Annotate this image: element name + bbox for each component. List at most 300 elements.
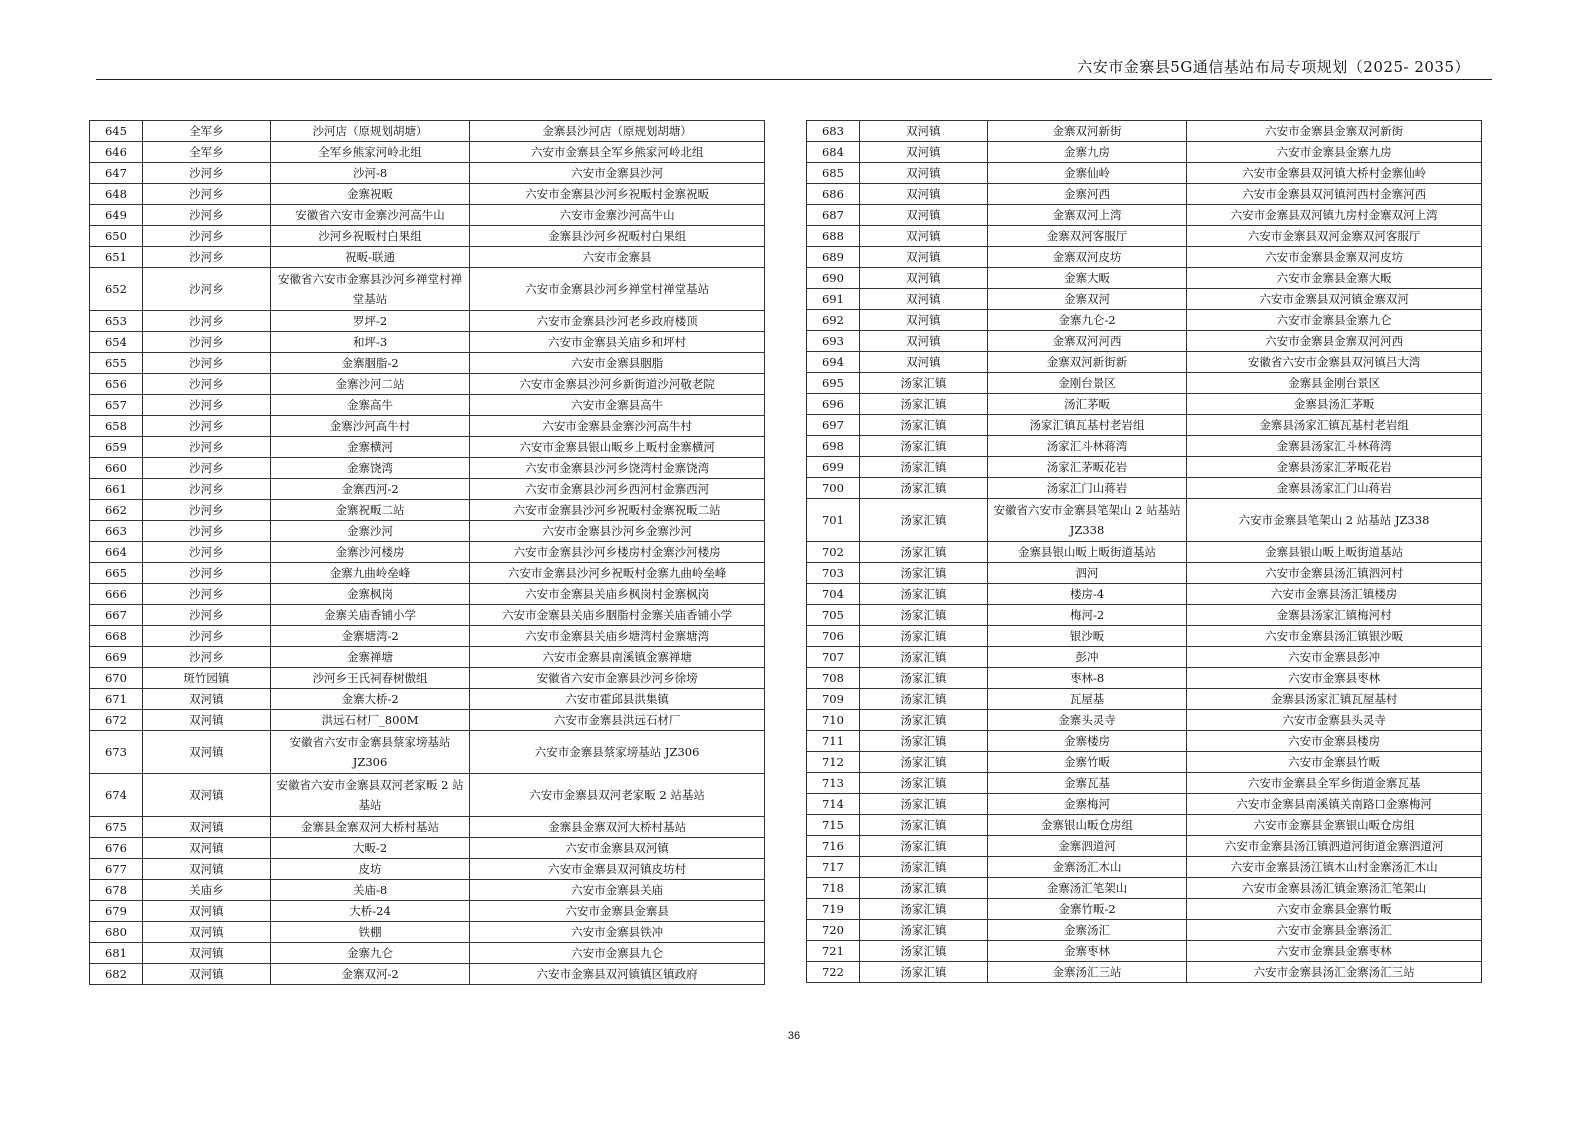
table-row — [807, 710, 1482, 731]
serial-number-cell: 693 — [807, 331, 860, 352]
address-cell: 六安市金寨县笔架山 2 站基站 JZ338 — [1187, 499, 1482, 542]
station-name-cell: 安徽省六安市金寨县沙河乡禅堂村禅堂基站 — [270, 268, 469, 311]
station-name-cell: 铁棚 — [270, 922, 469, 943]
table-row — [807, 857, 1482, 878]
serial-number-cell: 697 — [807, 415, 860, 436]
station-name-cell: 彭冲 — [987, 647, 1186, 668]
address-cell: 金寨县汤家汇茅畈花岩 — [1187, 457, 1482, 478]
address-cell: 六安市金寨县头灵寺 — [1187, 710, 1482, 731]
address-cell: 六安市金寨县沙河乡祝畈村金寨祝畈 — [470, 184, 765, 205]
township-cell: 汤家汇镇 — [859, 563, 987, 584]
station-name-cell: 汤汇茅畈 — [987, 394, 1186, 415]
table-row — [807, 920, 1482, 941]
table-row — [90, 205, 765, 226]
township-cell: 沙河乡 — [142, 184, 270, 205]
township-cell: 汤家汇镇 — [859, 794, 987, 815]
address-cell: 金寨县汤家汇镇瓦屋基村 — [1187, 689, 1482, 710]
serial-number-cell: 681 — [90, 943, 143, 964]
station-name-cell: 罗坪-2 — [270, 311, 469, 332]
table-row — [807, 163, 1482, 184]
station-name-cell: 金寨胭脂-2 — [270, 353, 469, 374]
township-cell: 沙河乡 — [142, 353, 270, 374]
township-cell: 双河镇 — [859, 289, 987, 310]
township-cell: 汤家汇镇 — [859, 436, 987, 457]
table-row — [90, 311, 765, 332]
address-cell: 六安市金寨县金寨银山畈仓房组 — [1187, 815, 1482, 836]
address-cell: 六安市金寨沙河高牛山 — [470, 205, 765, 226]
address-cell: 金寨县汤家汇镇瓦基村老岩组 — [1187, 415, 1482, 436]
address-cell: 六安市金寨县沙河乡祝畈村金寨祝畈二站 — [470, 500, 765, 521]
station-name-cell: 洪远石材厂_800M — [270, 710, 469, 731]
station-name-cell: 金寨祝畈二站 — [270, 500, 469, 521]
table-row — [90, 500, 765, 521]
address-cell: 六安市金寨县楼房 — [1187, 731, 1482, 752]
township-cell: 汤家汇镇 — [859, 542, 987, 563]
table-row — [90, 689, 765, 710]
township-cell: 双河镇 — [142, 731, 270, 774]
address-cell: 六安市金寨县沙河乡金寨沙河 — [470, 521, 765, 542]
serial-number-cell: 712 — [807, 752, 860, 773]
station-name-cell: 汤家汇镇瓦基村老岩组 — [987, 415, 1186, 436]
serial-number-cell: 679 — [90, 901, 143, 922]
serial-number-cell: 659 — [90, 437, 143, 458]
table-row — [90, 668, 765, 689]
table-row — [90, 479, 765, 500]
table-row — [807, 731, 1482, 752]
township-cell: 双河镇 — [142, 901, 270, 922]
address-cell: 金寨县金刚台景区 — [1187, 373, 1482, 394]
address-cell: 六安市金寨县汤汇镇泗河村 — [1187, 563, 1482, 584]
station-name-cell: 大畈-2 — [270, 838, 469, 859]
station-name-cell: 金寨九仑-2 — [987, 310, 1186, 331]
table-row — [90, 710, 765, 731]
address-cell: 六安市金寨县彭冲 — [1187, 647, 1482, 668]
serial-number-cell: 703 — [807, 563, 860, 584]
address-cell: 金寨县汤汇茅畈 — [1187, 394, 1482, 415]
station-name-cell: 金寨关庙香铺小学 — [270, 605, 469, 626]
header-divider — [96, 79, 1492, 80]
station-name-cell: 金寨双河河西 — [987, 331, 1186, 352]
township-cell: 沙河乡 — [142, 584, 270, 605]
township-cell: 双河镇 — [142, 710, 270, 731]
table-row — [807, 436, 1482, 457]
township-cell: 沙河乡 — [142, 626, 270, 647]
address-cell: 金寨县沙河店（原规划胡塘） — [470, 121, 765, 142]
station-name-cell: 关庙-8 — [270, 880, 469, 901]
table-row — [807, 542, 1482, 563]
township-cell: 沙河乡 — [142, 500, 270, 521]
township-cell: 沙河乡 — [142, 163, 270, 184]
address-cell: 六安市金寨县竹畈 — [1187, 752, 1482, 773]
station-name-cell: 金寨西河-2 — [270, 479, 469, 500]
serial-number-cell: 674 — [90, 774, 143, 817]
township-cell: 沙河乡 — [142, 479, 270, 500]
address-cell: 六安市金寨县关庙乡和坪村 — [470, 332, 765, 353]
address-cell: 六安市金寨县双河镇九房村金寨双河上湾 — [1187, 205, 1482, 226]
table-row — [90, 859, 765, 880]
township-cell: 沙河乡 — [142, 311, 270, 332]
serial-number-cell: 651 — [90, 247, 143, 268]
address-cell: 六安市金寨县金寨九仑 — [1187, 310, 1482, 331]
station-name-cell: 沙河乡祝畈村白果组 — [270, 226, 469, 247]
table-row — [90, 626, 765, 647]
serial-number-cell: 662 — [90, 500, 143, 521]
address-cell: 金寨县汤家汇门山蒋岩 — [1187, 478, 1482, 499]
table-row — [90, 353, 765, 374]
township-cell: 汤家汇镇 — [859, 415, 987, 436]
table-row — [807, 626, 1482, 647]
township-cell: 双河镇 — [859, 226, 987, 247]
station-name-cell: 银沙畈 — [987, 626, 1186, 647]
address-cell: 六安市金寨县金寨枣林 — [1187, 941, 1482, 962]
address-cell: 六安市金寨县双河镇金寨双河 — [1187, 289, 1482, 310]
serial-number-cell: 653 — [90, 311, 143, 332]
township-cell: 双河镇 — [142, 689, 270, 710]
table-row — [90, 880, 765, 901]
serial-number-cell: 676 — [90, 838, 143, 859]
serial-number-cell: 649 — [90, 205, 143, 226]
station-name-cell: 金寨沙河高牛村 — [270, 416, 469, 437]
station-name-cell: 和坪-3 — [270, 332, 469, 353]
station-name-cell: 金寨梅河 — [987, 794, 1186, 815]
township-cell: 汤家汇镇 — [859, 920, 987, 941]
serial-number-cell: 718 — [807, 878, 860, 899]
table-row — [90, 584, 765, 605]
township-cell: 双河镇 — [859, 163, 987, 184]
address-cell: 六安市金寨县沙河乡饶湾村金寨饶湾 — [470, 458, 765, 479]
address-cell: 六安市金寨县双河金寨双河客服厅 — [1187, 226, 1482, 247]
table-row — [807, 647, 1482, 668]
address-cell: 六安市金寨县 — [470, 247, 765, 268]
address-cell: 六安市金寨县汤汇镇银沙畈 — [1187, 626, 1482, 647]
township-cell: 双河镇 — [859, 247, 987, 268]
township-cell: 沙河乡 — [142, 605, 270, 626]
station-name-cell: 金寨沙河二站 — [270, 374, 469, 395]
township-cell: 双河镇 — [859, 310, 987, 331]
station-name-cell: 汤家汇斗林蒋湾 — [987, 436, 1186, 457]
station-name-cell: 金寨大畈 — [987, 268, 1186, 289]
station-name-cell: 沙河店（原规划胡塘） — [270, 121, 469, 142]
table-row — [807, 121, 1482, 142]
station-name-cell: 金寨双河新街 — [987, 121, 1186, 142]
table-row — [807, 331, 1482, 352]
table-row — [90, 163, 765, 184]
table-row — [807, 457, 1482, 478]
address-cell: 金寨县金寨双河大桥村基站 — [470, 817, 765, 838]
serial-number-cell: 668 — [90, 626, 143, 647]
serial-number-cell: 720 — [807, 920, 860, 941]
serial-number-cell: 705 — [807, 605, 860, 626]
serial-number-cell: 670 — [90, 668, 143, 689]
address-cell: 六安市金寨县汤江镇木山村金寨汤汇木山 — [1187, 857, 1482, 878]
township-cell: 汤家汇镇 — [859, 584, 987, 605]
serial-number-cell: 667 — [90, 605, 143, 626]
township-cell: 汤家汇镇 — [859, 373, 987, 394]
station-name-cell: 汤家汇门山蒋岩 — [987, 478, 1186, 499]
station-name-cell: 金寨县银山畈上畈街道基站 — [987, 542, 1186, 563]
station-name-cell: 安徽省六安市金寨县蔡家塝基站 JZ306 — [270, 731, 469, 774]
station-name-cell: 金寨瓦基 — [987, 773, 1186, 794]
station-name-cell: 金寨河西 — [987, 184, 1186, 205]
address-cell: 六安市金寨县金寨双河河西 — [1187, 331, 1482, 352]
serial-number-cell: 714 — [807, 794, 860, 815]
address-cell: 六安市金寨县汤江镇泗道河街道金寨泗道河 — [1187, 836, 1482, 857]
table-row — [807, 668, 1482, 689]
serial-number-cell: 684 — [807, 142, 860, 163]
serial-number-cell: 652 — [90, 268, 143, 311]
station-name-cell: 金寨枫岗 — [270, 584, 469, 605]
station-name-cell: 金寨双河新街新 — [987, 352, 1186, 373]
address-cell: 六安市金寨县双河镇河西村金寨河西 — [1187, 184, 1482, 205]
township-cell: 汤家汇镇 — [859, 689, 987, 710]
station-name-cell: 金寨枣林 — [987, 941, 1186, 962]
township-cell: 双河镇 — [859, 331, 987, 352]
table-row — [807, 142, 1482, 163]
township-cell: 沙河乡 — [142, 437, 270, 458]
table-row — [807, 773, 1482, 794]
serial-number-cell: 699 — [807, 457, 860, 478]
township-cell: 沙河乡 — [142, 416, 270, 437]
serial-number-cell: 678 — [90, 880, 143, 901]
township-cell: 汤家汇镇 — [859, 941, 987, 962]
address-cell: 六安市霍邱县洪集镇 — [470, 689, 765, 710]
station-name-cell: 金刚台景区 — [987, 373, 1186, 394]
serial-number-cell: 675 — [90, 817, 143, 838]
station-name-cell: 祝畈-联通 — [270, 247, 469, 268]
table-row — [807, 899, 1482, 920]
address-cell: 六安市金寨县金寨双河皮坊 — [1187, 247, 1482, 268]
station-name-cell: 金寨竹畈 — [987, 752, 1186, 773]
serial-number-cell: 706 — [807, 626, 860, 647]
address-cell: 六安市金寨县汤汇镇楼房 — [1187, 584, 1482, 605]
serial-number-cell: 677 — [90, 859, 143, 880]
table-row — [90, 437, 765, 458]
table-row — [90, 121, 765, 142]
station-name-cell: 金寨沙河楼房 — [270, 542, 469, 563]
township-cell: 沙河乡 — [142, 332, 270, 353]
table-row — [807, 962, 1482, 983]
serial-number-cell: 657 — [90, 395, 143, 416]
table-row — [807, 563, 1482, 584]
station-name-cell: 泗河 — [987, 563, 1186, 584]
serial-number-cell: 686 — [807, 184, 860, 205]
station-name-cell: 金寨县金寨双河大桥村基站 — [270, 817, 469, 838]
township-cell: 沙河乡 — [142, 458, 270, 479]
table-row — [807, 352, 1482, 373]
township-cell: 双河镇 — [142, 774, 270, 817]
address-cell: 六安市金寨县沙河乡禅堂村禅堂基站 — [470, 268, 765, 311]
serial-number-cell: 672 — [90, 710, 143, 731]
township-cell: 汤家汇镇 — [859, 499, 987, 542]
serial-number-cell: 660 — [90, 458, 143, 479]
table-row — [807, 247, 1482, 268]
serial-number-cell: 646 — [90, 142, 143, 163]
township-cell: 双河镇 — [142, 922, 270, 943]
address-cell: 六安市金寨县高牛 — [470, 395, 765, 416]
township-cell: 汤家汇镇 — [859, 626, 987, 647]
serial-number-cell: 656 — [90, 374, 143, 395]
table-row — [807, 836, 1482, 857]
station-name-cell: 金寨九曲岭垒峰 — [270, 563, 469, 584]
table-row — [90, 964, 765, 985]
township-cell: 汤家汇镇 — [859, 773, 987, 794]
township-cell: 汤家汇镇 — [859, 457, 987, 478]
serial-number-cell: 708 — [807, 668, 860, 689]
address-cell: 六安市金寨县双河老家畈 2 站基站 — [470, 774, 765, 817]
table-row — [90, 647, 765, 668]
serial-number-cell: 717 — [807, 857, 860, 878]
address-cell: 金寨县银山畈上畈街道基站 — [1187, 542, 1482, 563]
station-name-cell: 金寨九房 — [987, 142, 1186, 163]
station-name-cell: 金寨汤汇笔架山 — [987, 878, 1186, 899]
address-cell: 六安市金寨县金寨大畈 — [1187, 268, 1482, 289]
serial-number-cell: 687 — [807, 205, 860, 226]
table-row — [807, 268, 1482, 289]
township-cell: 沙河乡 — [142, 647, 270, 668]
station-name-cell: 金寨汤汇三站 — [987, 962, 1186, 983]
serial-number-cell: 722 — [807, 962, 860, 983]
address-cell: 六安市金寨县沙河乡楼房村金寨沙河楼房 — [470, 542, 765, 563]
address-cell: 六安市金寨县沙河乡祝畈村金寨九曲岭垒峰 — [470, 563, 765, 584]
station-name-cell: 金寨汤汇木山 — [987, 857, 1186, 878]
township-cell: 汤家汇镇 — [859, 836, 987, 857]
station-name-cell: 汤家汇茅畈花岩 — [987, 457, 1186, 478]
address-cell: 六安市金寨县枣林 — [1187, 668, 1482, 689]
serial-number-cell: 702 — [807, 542, 860, 563]
address-cell: 六安市金寨县双河镇镇区镇政府 — [470, 964, 765, 985]
station-name-cell: 瓦屋基 — [987, 689, 1186, 710]
station-name-cell: 金寨横河 — [270, 437, 469, 458]
address-cell: 六安市金寨县全军乡街道金寨瓦基 — [1187, 773, 1482, 794]
table-row — [90, 563, 765, 584]
station-name-cell: 沙河-8 — [270, 163, 469, 184]
address-cell: 六安市金寨县南溪镇金寨禅塘 — [470, 647, 765, 668]
township-cell: 沙河乡 — [142, 374, 270, 395]
station-name-cell: 金寨饶湾 — [270, 458, 469, 479]
address-cell: 六安市金寨县关庙 — [470, 880, 765, 901]
township-cell: 汤家汇镇 — [859, 962, 987, 983]
serial-number-cell: 688 — [807, 226, 860, 247]
station-name-cell: 枣林-8 — [987, 668, 1186, 689]
township-cell: 双河镇 — [859, 184, 987, 205]
serial-number-cell: 721 — [807, 941, 860, 962]
address-cell: 金寨县汤家汇镇梅河村 — [1187, 605, 1482, 626]
township-cell: 汤家汇镇 — [859, 878, 987, 899]
serial-number-cell: 682 — [90, 964, 143, 985]
table-row — [807, 226, 1482, 247]
serial-number-cell: 648 — [90, 184, 143, 205]
station-name-cell: 梅河-2 — [987, 605, 1186, 626]
station-name-cell: 金寨禅塘 — [270, 647, 469, 668]
serial-number-cell: 695 — [807, 373, 860, 394]
table-row — [90, 542, 765, 563]
serial-number-cell: 665 — [90, 563, 143, 584]
serial-number-cell: 671 — [90, 689, 143, 710]
table-row — [90, 458, 765, 479]
serial-number-cell: 701 — [807, 499, 860, 542]
station-name-cell: 大桥-24 — [270, 901, 469, 922]
serial-number-cell: 698 — [807, 436, 860, 457]
address-cell: 六安市金寨县双河镇大桥村金寨仙岭 — [1187, 163, 1482, 184]
township-cell: 汤家汇镇 — [859, 668, 987, 689]
serial-number-cell: 673 — [90, 731, 143, 774]
station-name-cell: 金寨竹畈-2 — [987, 899, 1186, 920]
address-cell: 六安市金寨县全军乡熊家河岭北组 — [470, 142, 765, 163]
station-name-cell: 安徽省六安市金寨沙河高牛山 — [270, 205, 469, 226]
table-row — [807, 689, 1482, 710]
address-cell: 六安市金寨县关庙乡胭脂村金寨关庙香铺小学 — [470, 605, 765, 626]
address-cell: 六安市金寨县双河镇 — [470, 838, 765, 859]
station-table-left — [89, 120, 765, 985]
serial-number-cell: 661 — [90, 479, 143, 500]
address-cell: 安徽省六安市金寨县双河镇吕大湾 — [1187, 352, 1482, 373]
station-name-cell: 金寨汤汇 — [987, 920, 1186, 941]
serial-number-cell: 669 — [90, 647, 143, 668]
township-cell: 汤家汇镇 — [859, 394, 987, 415]
serial-number-cell: 645 — [90, 121, 143, 142]
serial-number-cell: 709 — [807, 689, 860, 710]
township-cell: 汤家汇镇 — [859, 710, 987, 731]
table-row — [807, 584, 1482, 605]
table-row — [90, 605, 765, 626]
address-cell: 六安市金寨县金寨汤汇 — [1187, 920, 1482, 941]
station-name-cell: 金寨楼房 — [987, 731, 1186, 752]
serial-number-cell: 707 — [807, 647, 860, 668]
address-cell: 安徽省六安市金寨县沙河乡徐塝 — [470, 668, 765, 689]
station-name-cell: 皮坊 — [270, 859, 469, 880]
township-cell: 汤家汇镇 — [859, 752, 987, 773]
table-row — [90, 268, 765, 311]
township-cell: 全军乡 — [142, 142, 270, 163]
serial-number-cell: 704 — [807, 584, 860, 605]
table-row — [807, 878, 1482, 899]
page-number: 36 — [787, 1030, 801, 1042]
table-row — [807, 478, 1482, 499]
address-cell: 六安市金寨县汤汇镇金寨汤汇笔架山 — [1187, 878, 1482, 899]
township-cell: 沙河乡 — [142, 268, 270, 311]
table-row — [807, 794, 1482, 815]
address-cell: 六安市金寨县沙河老乡政府楼顶 — [470, 311, 765, 332]
table-row — [807, 289, 1482, 310]
table-row — [90, 184, 765, 205]
table-row — [807, 605, 1482, 626]
township-cell: 汤家汇镇 — [859, 647, 987, 668]
table-row — [807, 415, 1482, 436]
serial-number-cell: 696 — [807, 394, 860, 415]
township-cell: 双河镇 — [142, 817, 270, 838]
address-cell: 六安市金寨县铁冲 — [470, 922, 765, 943]
township-cell: 双河镇 — [142, 859, 270, 880]
station-name-cell: 金寨仙岭 — [987, 163, 1186, 184]
township-cell: 汤家汇镇 — [859, 815, 987, 836]
serial-number-cell: 690 — [807, 268, 860, 289]
table-row — [807, 499, 1482, 542]
address-cell: 六安市金寨县银山畈乡上畈村金寨横河 — [470, 437, 765, 458]
serial-number-cell: 654 — [90, 332, 143, 353]
address-cell: 六安市金寨县蔡家塝基站 JZ306 — [470, 731, 765, 774]
address-cell: 六安市金寨县金寨竹畈 — [1187, 899, 1482, 920]
table-row — [90, 521, 765, 542]
township-cell: 双河镇 — [859, 142, 987, 163]
table-row — [90, 226, 765, 247]
table-row — [807, 310, 1482, 331]
table-row — [90, 395, 765, 416]
table-row — [90, 416, 765, 437]
station-name-cell: 安徽省六安市金寨县双河老家畈 2 站基站 — [270, 774, 469, 817]
township-cell: 汤家汇镇 — [859, 857, 987, 878]
township-cell: 双河镇 — [859, 121, 987, 142]
station-name-cell: 金寨双河客服厅 — [987, 226, 1186, 247]
